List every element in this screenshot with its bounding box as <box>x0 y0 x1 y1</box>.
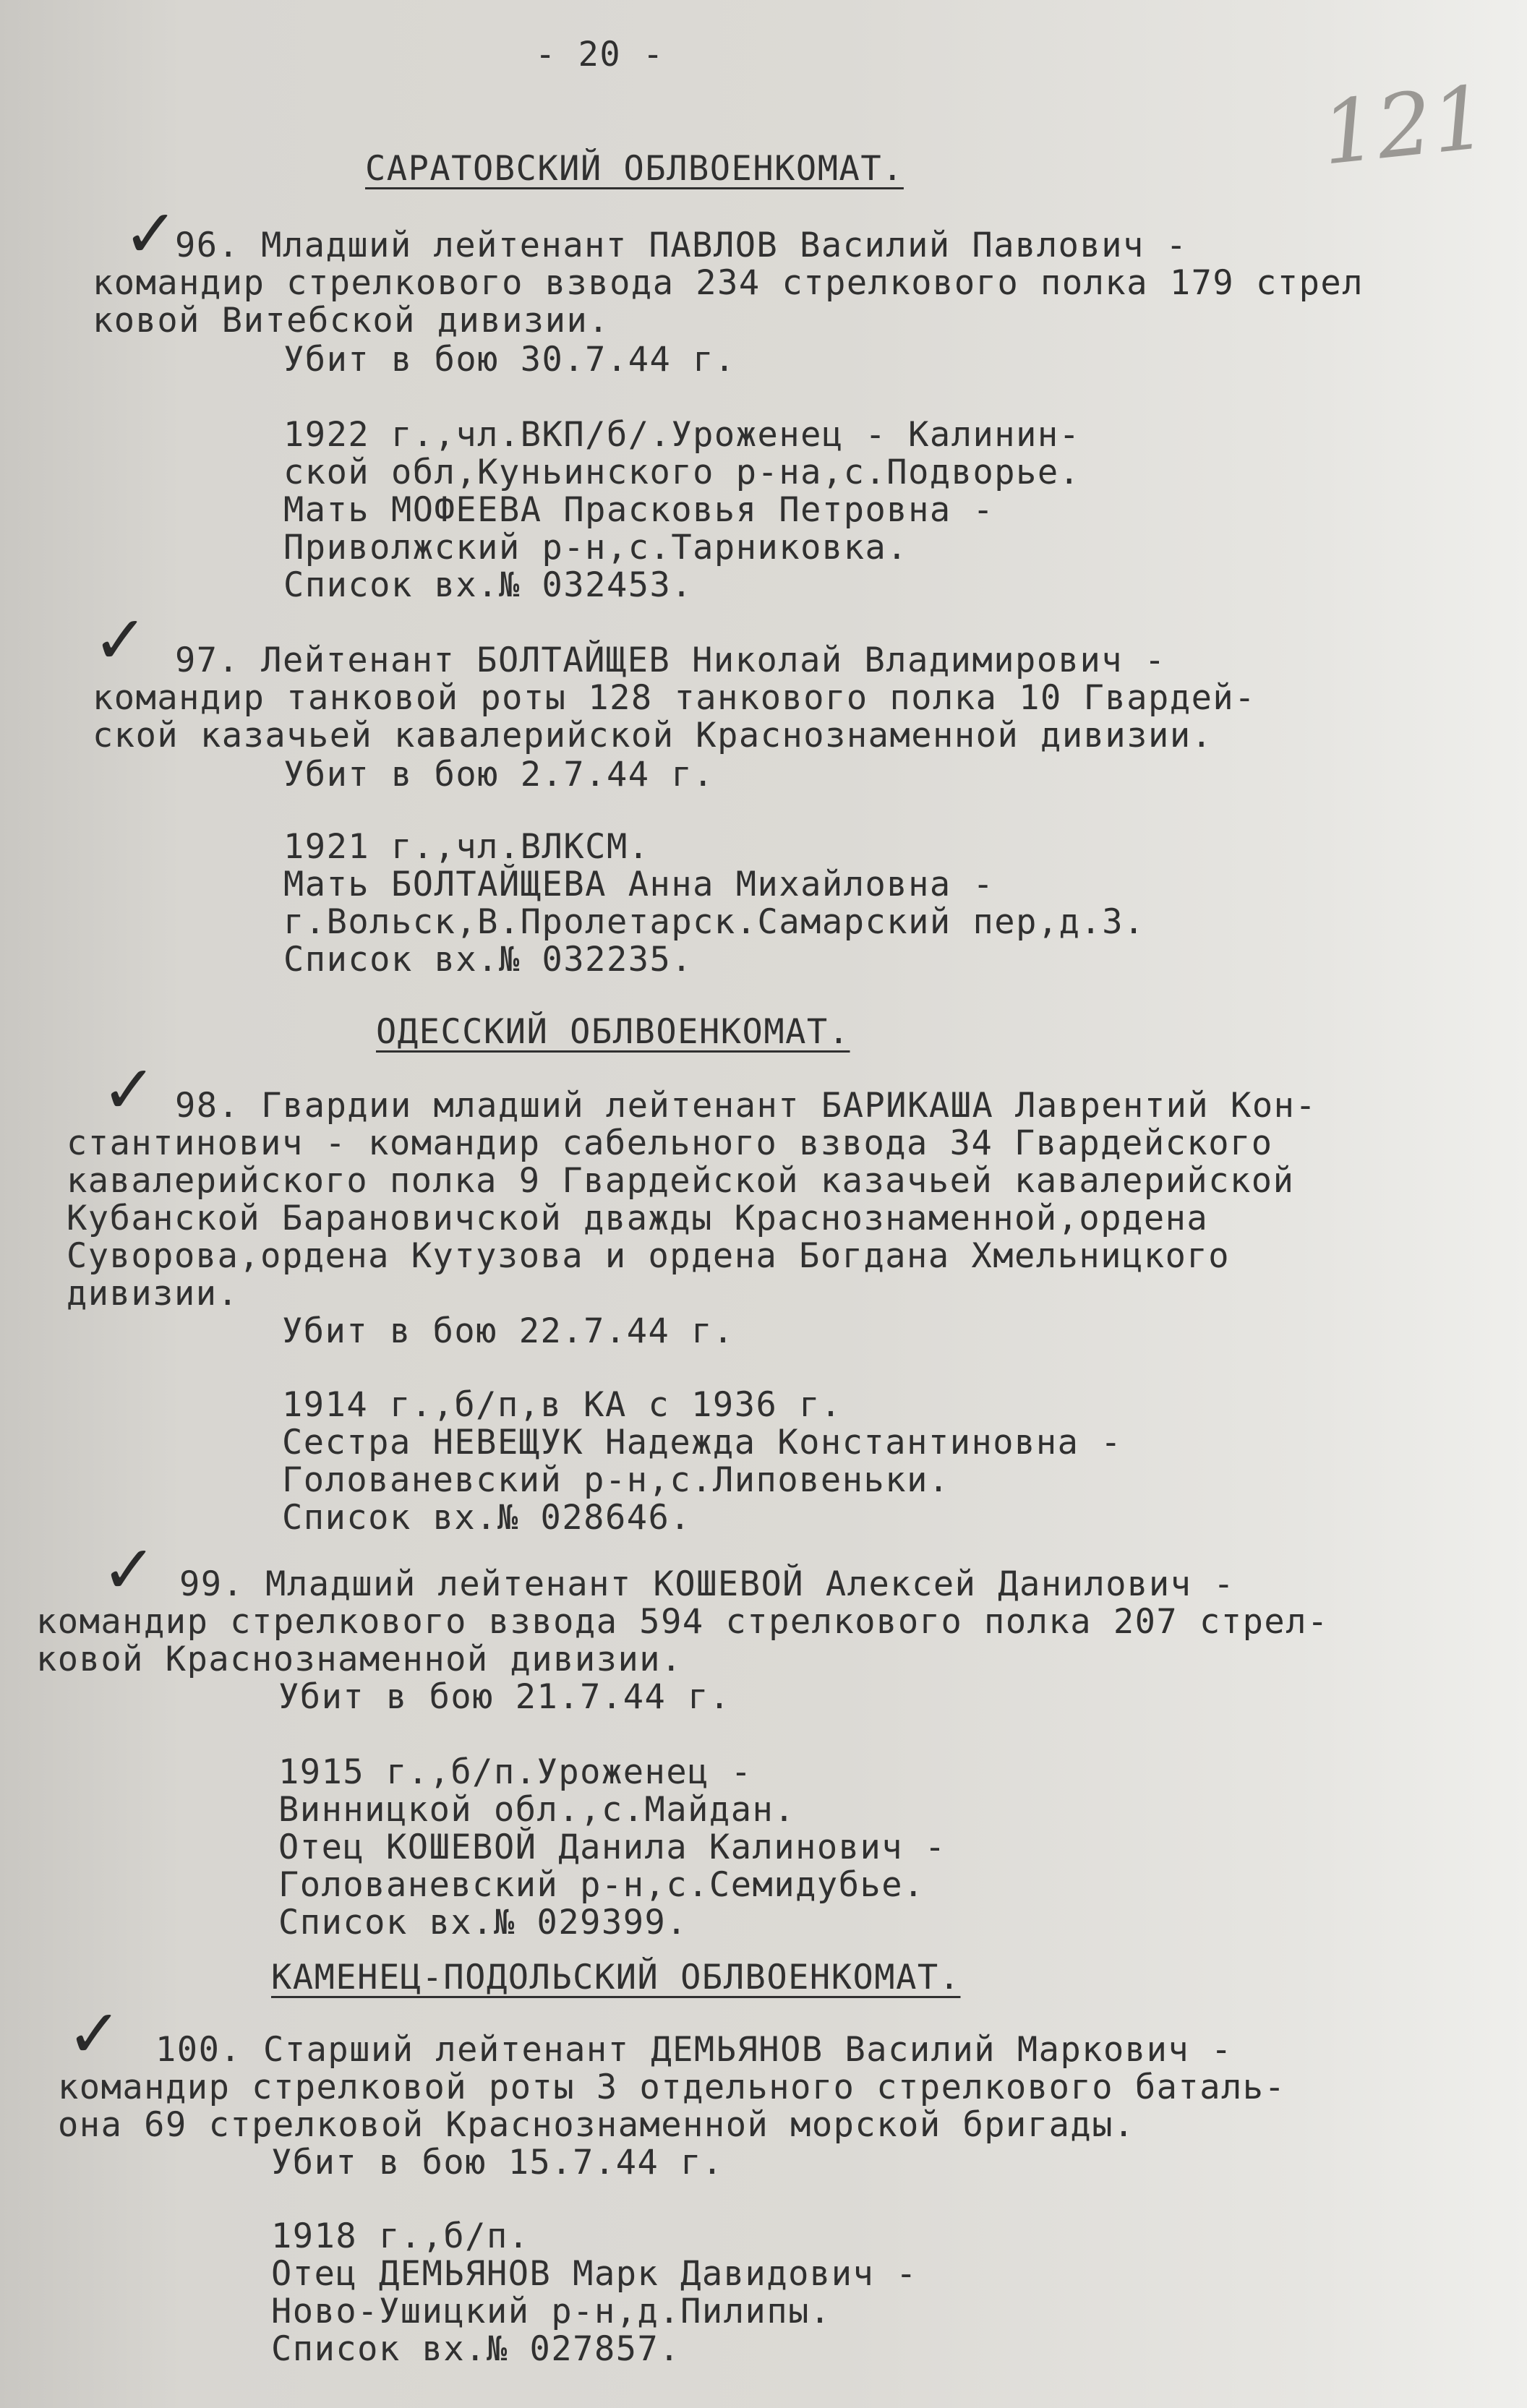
entry-99-line-8: Голованевский р-н,с.Семидубье. <box>278 1865 925 1905</box>
entry-99-line-2: командир стрелкового взвода 594 стрелкового полка 207 стрел- <box>36 1602 1329 1642</box>
entry-100-line-1: 100. Старший лейтенант ДЕМЬЯНОВ Василий Маркович - <box>155 2030 1233 2070</box>
entry-97-line-4: Убит в бою 2.7.44 г. <box>283 755 714 794</box>
entry-100-line-2: командир стрелковой роты 3 отдельного стрелкового баталь- <box>58 2068 1286 2107</box>
entry-97-line-5: 1921 г.,чл.ВЛКСМ. <box>283 827 650 867</box>
entry-99-line-4: Убит в бою 21.7.44 г. <box>278 1677 731 1717</box>
entry-99-line-1: 99. Младший лейтенант КОШЕВОЙ Алексей Данилович - <box>179 1564 1236 1604</box>
entry-96-line-9: Список вх.№ 032453. <box>283 565 693 605</box>
check-mark-99: ✓ <box>101 1531 158 1608</box>
entry-99-line-6: Винницкой обл.,с.Майдан. <box>278 1790 796 1830</box>
entry-98-line-5: Суворова,ордена Кутузова и ордена Богдана Хмельницкого <box>67 1236 1231 1276</box>
entry-96-line-3: ковой Витебской дивизии. <box>93 301 610 340</box>
entry-100-line-4: Убит в бою 15.7.44 г. <box>271 2143 724 2182</box>
entry-96-line-8: Приволжский р-н,с.Тарниковка. <box>283 528 909 567</box>
entry-100-line-7: Ново-Ушицкий р-н,д.Пилипы. <box>271 2292 831 2331</box>
entry-98-line-1: 98. Гвардии младший лейтенант БАРИКАША Лаврентий Кон- <box>175 1086 1317 1126</box>
entry-99-line-5: 1915 г.,б/п.Уроженец - <box>278 1752 753 1792</box>
entry-96-line-5: 1922 г.,чл.ВКП/б/.Уроженец - Калинин- <box>283 415 1081 455</box>
entry-98-line-6: дивизии. <box>67 1274 239 1314</box>
entry-97-line-8: Список вх.№ 032235. <box>283 940 693 980</box>
check-mark-97: ✓ <box>93 601 149 679</box>
entry-97-line-2: командир танковой роты 128 танкового полка 10 Гвардей- <box>93 678 1257 718</box>
entry-97-line-3: ской казачьей кавалерийской Краснознаменной дивизии. <box>93 716 1213 755</box>
entry-96-line-2: командир стрелкового взвода 234 стрелкового полка 179 стрел <box>93 263 1364 303</box>
entry-100-line-5: 1918 г.,б/п. <box>271 2216 530 2256</box>
check-mark-98: ✓ <box>101 1051 158 1128</box>
section-heading-saratov: САРАТОВСКИЙ ОБЛВОЕНКОМАТ. <box>365 149 904 189</box>
entry-98-line-11: Список вх.№ 028646. <box>282 1498 692 1538</box>
entry-100-line-6: Отец ДЕМЬЯНОВ Марк Давидович - <box>271 2254 918 2294</box>
entry-97-line-6: Мать БОЛТАЙЩЕВА Анна Михайловна - <box>283 865 995 904</box>
entry-100-line-3: она 69 стрелковой Краснознаменной морской бригады. <box>58 2105 1135 2145</box>
check-mark-100: ✓ <box>67 1995 123 2073</box>
entry-98-line-4: Кубанской Барановичской дважды Краснознаменной,ордена <box>67 1199 1209 1238</box>
section-heading-kamenets-podolsky: КАМЕНЕЦ-ПОДОЛЬСКИЙ ОБЛВОЕНКОМАТ. <box>271 1958 961 1997</box>
entry-96-line-7: Мать МОФЕЕВА Прасковья Петровна - <box>283 490 995 530</box>
entry-98-line-3: кавалерийского полка 9 Гвардейской казачьей кавалерийской <box>67 1161 1295 1201</box>
archive-folio-number: 121 <box>1317 67 1492 185</box>
entry-99-line-7: Отец КОШЕВОЙ Данила Калинович - <box>278 1828 946 1867</box>
entry-99-line-9: Список вх.№ 029399. <box>278 1903 688 1942</box>
entry-96-line-1: 96. Младший лейтенант ПАВЛОВ Василий Павлович - <box>175 226 1188 265</box>
entry-98-line-10: Голованевский р-н,с.Липовеньки. <box>282 1460 950 1500</box>
entry-98-line-2: стантинович - командир сабельного взвода 34 Гвардейского <box>67 1123 1273 1163</box>
entry-96-line-4: Убит в бою 30.7.44 г. <box>283 340 736 380</box>
page-number: - 20 - <box>535 35 664 74</box>
entry-97-line-7: г.Вольск,В.Пролетарск.Самарский пер,д.3. <box>283 902 1145 942</box>
section-heading-odessa: ОДЕССКИЙ ОБЛВОЕНКОМАТ. <box>376 1012 850 1052</box>
entry-98-line-7: Убит в бою 22.7.44 г. <box>282 1311 735 1351</box>
entry-98-line-9: Сестра НЕВЕЩУК Надежда Константиновна - <box>282 1423 1123 1462</box>
entry-97-line-1: 97. Лейтенант БОЛТАЙЩЕВ Николай Владимирович - <box>175 640 1166 680</box>
entry-99-line-3: ковой Краснознаменной дивизии. <box>36 1640 683 1679</box>
entry-100-line-8: Список вх.№ 027857. <box>271 2329 681 2369</box>
entry-98-line-8: 1914 г.,б/п,в КА с 1936 г. <box>282 1385 842 1425</box>
entry-96-line-6: ской обл,Куньинского р-на,с.Подворье. <box>283 453 1081 492</box>
check-mark-96: ✓ <box>123 195 179 273</box>
